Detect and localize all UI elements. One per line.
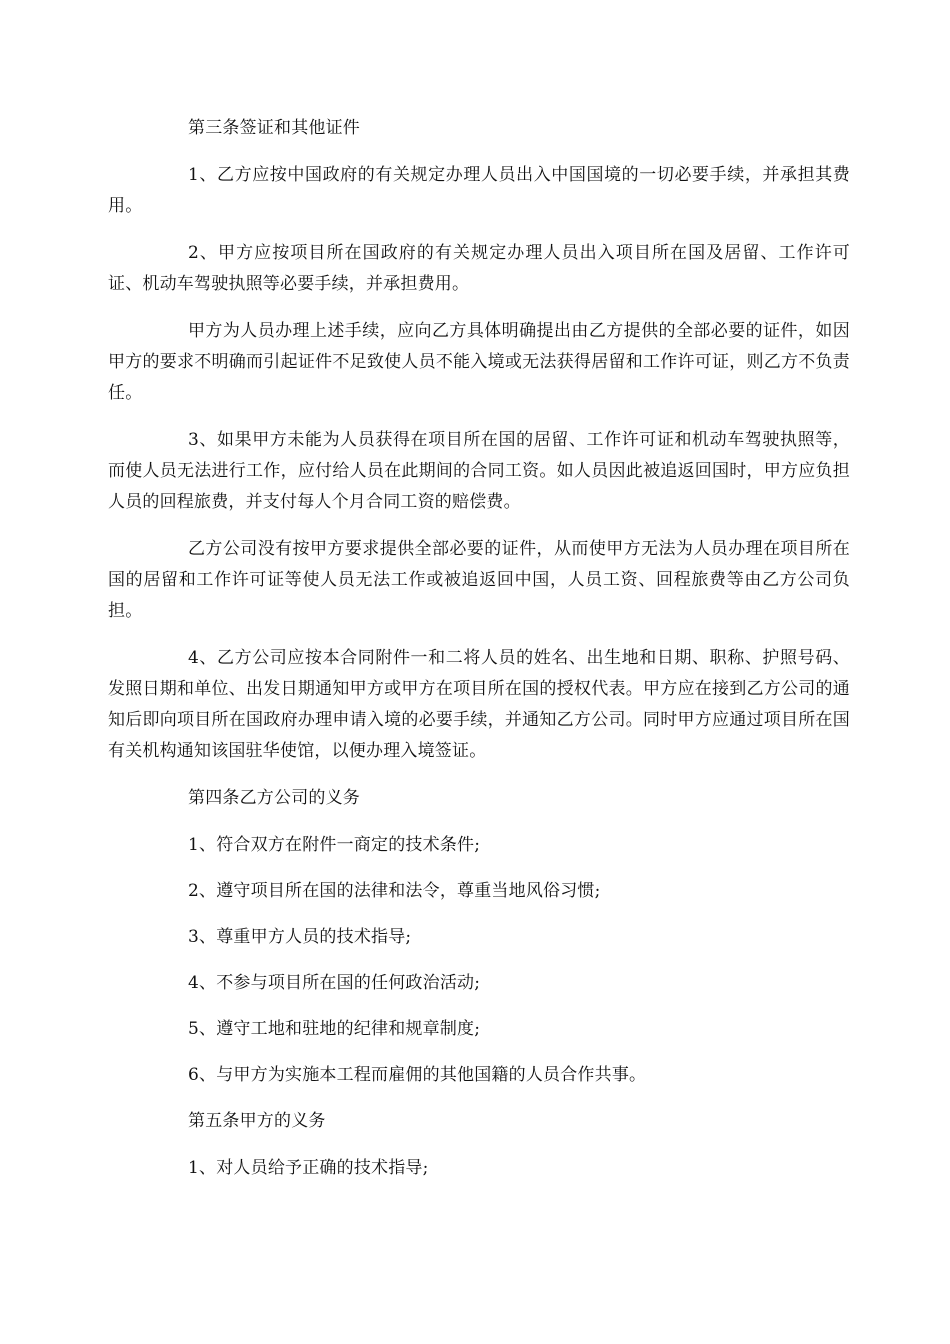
article-3-clause-3-note: 乙方公司没有按甲方要求提供全部必要的证件，从而使甲方无法为人员办理在项目所在国的居留和工作许可证等使人员无法工作或被追返回中国，人员工资、回程旅费等由乙方公司负担。 [108,539,850,621]
document-body [108,113,850,1199]
article-3-clause-2: 2、甲方应按项目所在国政府的有关规定办理人员出入项目所在国及居留、工作许可证、机动车驾驶执照等必要手续，并承担费用。 [108,243,850,294]
article-4-item-4: 4、不参与项目所在国的任何政治活动; [188,973,481,993]
article-4-item-2: 2、遵守项目所在国的法律和法令，尊重当地风俗习惯; [188,881,601,901]
article-4-item-3: 3、尊重甲方人员的技术指导; [188,927,412,947]
article-4-heading: 第四条乙方公司的义务 [188,788,360,808]
article-3-clause-4: 4、乙方公司应按本合同附件一和二将人员的姓名、出生地和日期、职称、护照号码、发照日期和单位、出发日期通知甲方或甲方在项目所在国的授权代表。甲方应在接到乙方公司的通知后即向项目所在国政府办理申请入境的必要手续，并通知乙方公司。同时甲方应通过项目所在国有关机构通知该国驻华使馆，以便办理入境签证。 [108,648,850,761]
article-5-heading: 第五条甲方的义务 [188,1111,326,1131]
article-3-heading: 第三条签证和其他证件 [188,118,360,138]
article-3-clause-1: 1、乙方应按中国政府的有关规定办理人员出入中国国境的一切必要手续，并承担其费用。 [108,165,850,216]
article-3-clause-2-note: 甲方为人员办理上述手续，应向乙方具体明确提出由乙方提供的全部必要的证件，如因甲方的要求不明确而引起证件不足致使人员不能入境或无法获得居留和工作许可证，则乙方不负责任。 [108,321,850,403]
article-4-item-5: 5、遵守工地和驻地的纪律和规章制度; [188,1019,481,1039]
article-5-item-1: 1、对人员给予正确的技术指导; [188,1158,429,1178]
article-4-item-1: 1、符合双方在附件一商定的技术条件; [188,835,481,855]
article-3-clause-3: 3、如果甲方未能为人员获得在项目所在国的居留、工作许可证和机动车驾驶执照等，而使人员无法进行工作，应付给人员在此期间的合同工资。如人员因此被追返回国时，甲方应负担人员的回程旅费，并支付每人个月合同工资的赔偿费。 [108,430,850,512]
article-4-item-6: 6、与甲方为实施本工程而雇佣的其他国籍的人员合作共事。 [188,1065,647,1085]
